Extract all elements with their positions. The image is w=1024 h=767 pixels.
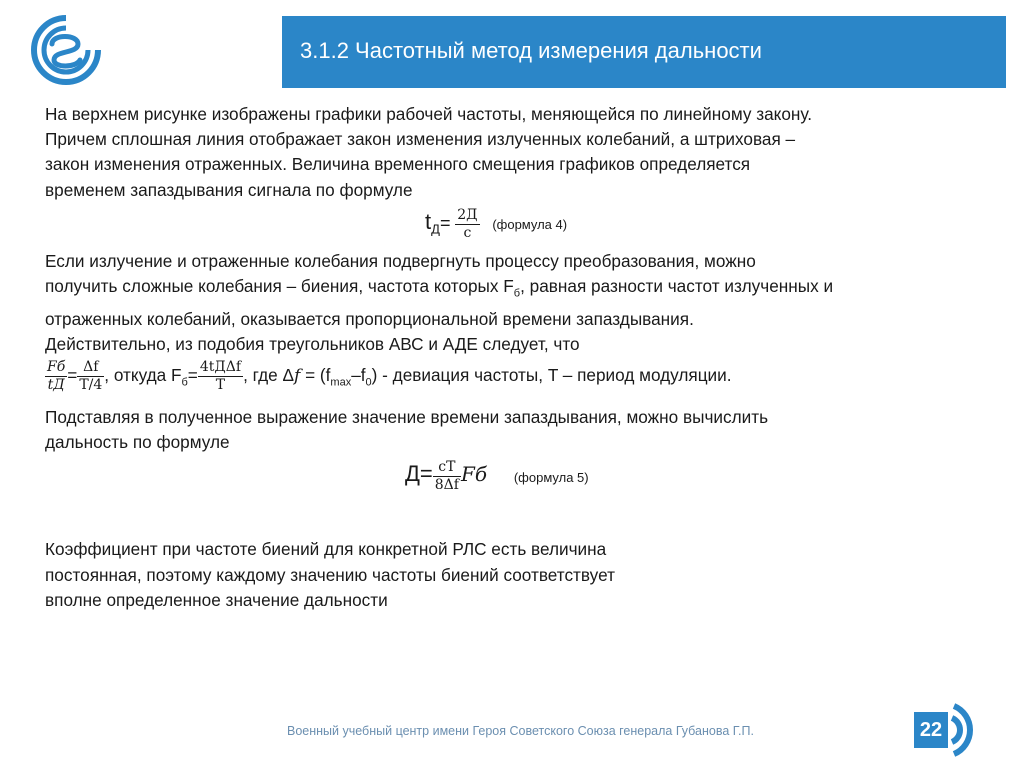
fraction-num: Δf bbox=[77, 359, 104, 377]
fraction bbox=[455, 207, 479, 242]
formula-text: , откуда F bbox=[104, 365, 182, 386]
footer-logo-icon bbox=[946, 700, 1000, 760]
formula-var: f bbox=[293, 366, 301, 387]
text-line: На верхнем рисунке изображены графики рабочей частоты, меняющейся по линейному закону. bbox=[45, 104, 813, 124]
fraction-den: c bbox=[463, 224, 472, 241]
paragraph-intro bbox=[45, 102, 985, 203]
formula-text: ) - девиация частоты, T – период модуляции. bbox=[371, 365, 732, 386]
text-line: временем запаздывания сигнала по формуле bbox=[45, 179, 413, 200]
formula-sub: max bbox=[330, 376, 352, 389]
fraction-den: T/4 bbox=[79, 377, 103, 394]
formula-sub: б bbox=[181, 376, 188, 389]
formula-eq: = bbox=[300, 365, 320, 386]
fraction-num: 2Д bbox=[457, 206, 478, 223]
formula-eq: = bbox=[187, 365, 198, 386]
paragraph-distance bbox=[45, 405, 985, 455]
fraction-den: T bbox=[215, 377, 226, 394]
fraction-num: 4tДΔf bbox=[199, 359, 242, 376]
footer-text: Военный учебный центр имени Героя Советского Союза генерала Губанова Г.П. bbox=[287, 724, 754, 738]
fraction-den: tД bbox=[47, 377, 65, 394]
text-line: дальность по формуле bbox=[45, 432, 230, 453]
fraction-den: 8Δf bbox=[434, 477, 459, 494]
fraction bbox=[198, 359, 243, 394]
formula-ratio bbox=[45, 359, 985, 405]
paragraph-beats bbox=[45, 249, 985, 357]
paragraph-conclusion bbox=[45, 537, 985, 613]
formula-4 bbox=[45, 203, 985, 249]
fraction-num: cT bbox=[433, 459, 461, 477]
formula-lhs-sub: Д bbox=[431, 221, 440, 237]
company-logo-icon bbox=[30, 14, 102, 86]
text-line: отраженных колебаний, оказывается пропорциональной времени запаздывания. bbox=[45, 308, 694, 329]
text-line: получить сложные колебания – биения, частота которых F bbox=[45, 276, 514, 297]
text-line: , равная разности частот излученных и bbox=[520, 276, 834, 297]
fraction-num: Fб bbox=[47, 359, 66, 376]
text-line: закон изменения отраженных. Величина временного смещения графиков определяется bbox=[45, 154, 751, 175]
formula-note: (формула 4) bbox=[492, 216, 568, 232]
formula-text: –f bbox=[351, 365, 366, 386]
formula-text: (f bbox=[319, 365, 331, 386]
text-line: Действительно, из подобия треугольников АВС и АДЕ следует, что bbox=[45, 333, 580, 354]
formula-note: (формула 5) bbox=[513, 469, 589, 485]
formula-5 bbox=[45, 455, 985, 513]
fraction bbox=[77, 359, 104, 394]
slide-content bbox=[45, 102, 985, 613]
fraction bbox=[433, 459, 461, 494]
fraction bbox=[45, 359, 67, 394]
text-line: Причем сплошная линия отображает закон изменения излученных колебаний, а штриховая – bbox=[45, 129, 796, 150]
formula-lhs: t bbox=[425, 208, 432, 234]
formula-eq: = bbox=[67, 365, 78, 386]
page-number: 22 bbox=[914, 712, 948, 748]
formula-eq: = bbox=[439, 212, 451, 233]
text-sub: б bbox=[513, 287, 521, 300]
formula-lhs: Д= bbox=[405, 461, 433, 487]
text-line: Подставляя в полученное выражение значение времени запаздывания, можно вычислить bbox=[45, 407, 769, 428]
text-line: Коэффициент при частоте биений для конкретной РЛС есть величина bbox=[45, 539, 607, 560]
formula-sub: 0 bbox=[365, 376, 372, 389]
text-line: Если излучение и отраженные колебания подвергнуть процессу преобразования, можно bbox=[45, 250, 756, 271]
text-line: вполне определенное значение дальности bbox=[45, 589, 388, 610]
text-line: постоянная, поэтому каждому значению частоты биений соответствует bbox=[45, 564, 615, 585]
slide-header bbox=[0, 0, 1024, 96]
title-bar bbox=[282, 16, 1006, 88]
formula-rhs: Fб bbox=[460, 462, 488, 487]
formula-text: , где Δ bbox=[243, 365, 294, 386]
page-title: 3.1.2 Частотный метод измерения дальности bbox=[300, 38, 762, 63]
